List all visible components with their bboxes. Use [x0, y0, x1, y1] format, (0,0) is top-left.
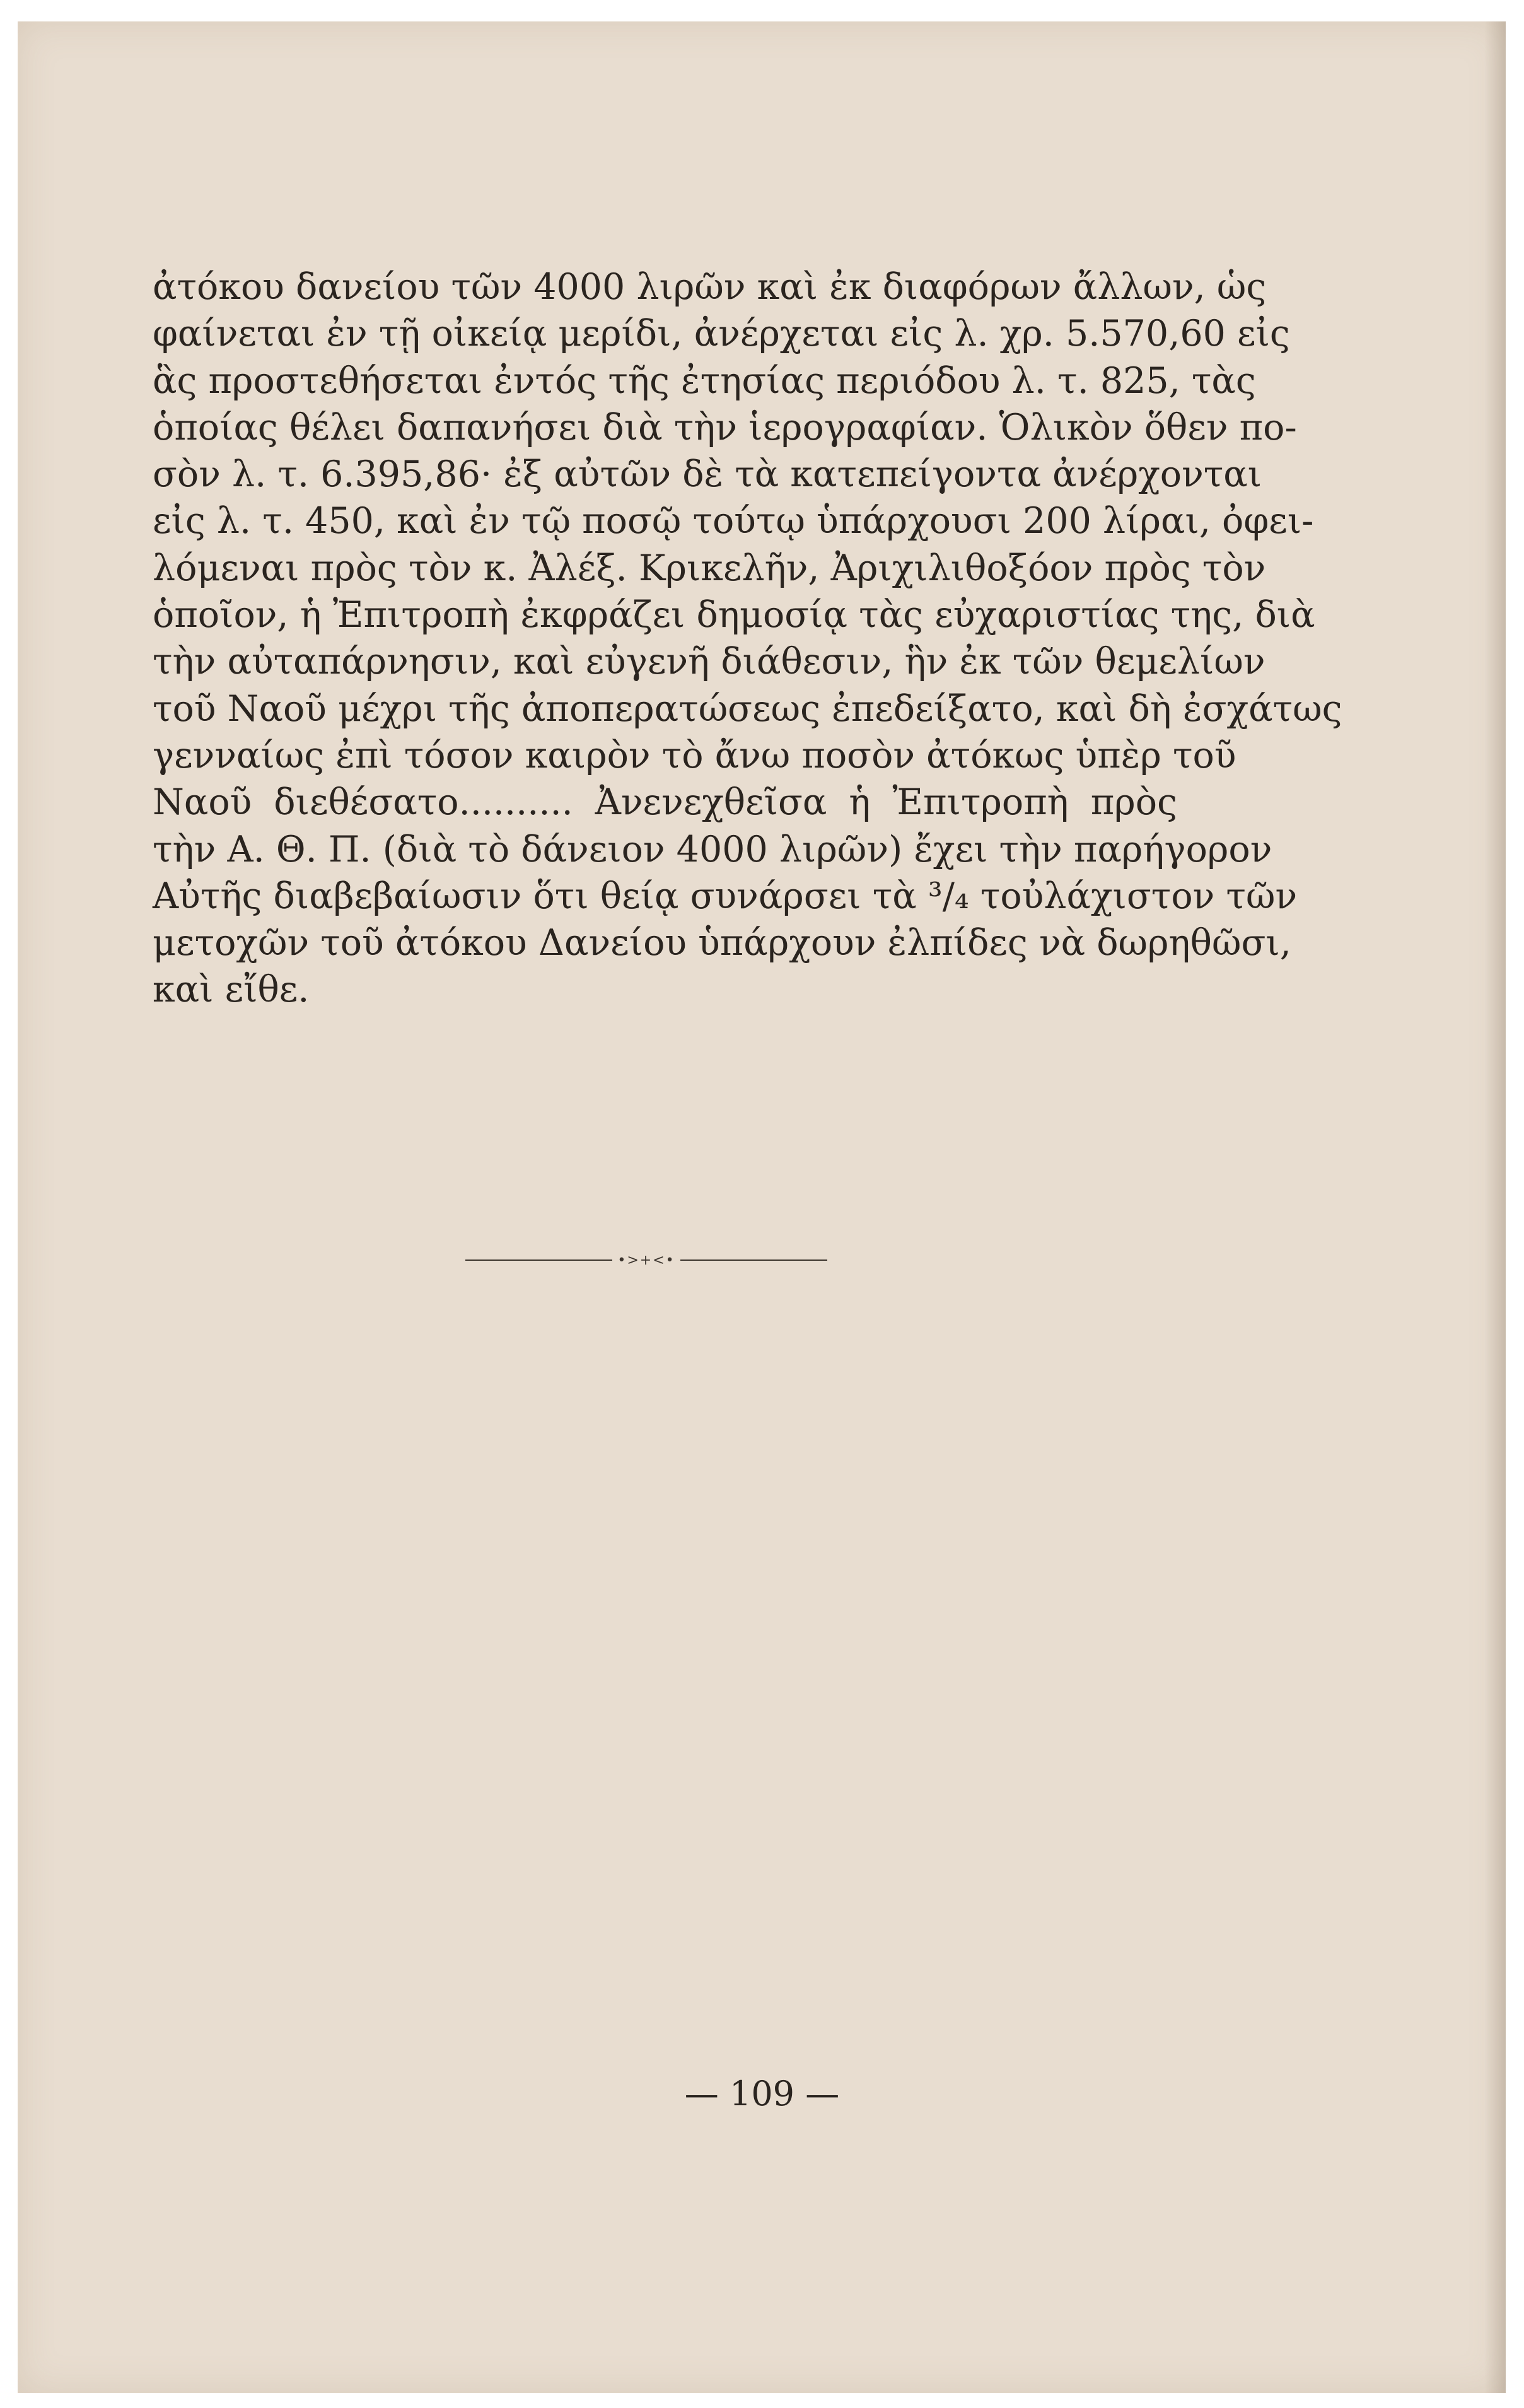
text-line: λόμεναι πρὸς τὸν κ. Ἀλέξ. Κρικελῆν, Ἀριχιλιθοξόον πρὸς τὸν — [153, 547, 1266, 589]
page-edge-shadow — [1484, 21, 1506, 2393]
page-number: — 109 — — [684, 2074, 840, 2113]
text-line: Αὐτῆς διαβεβαίωσιν ὅτι θείᾳ συνάρσει τὰ ³/₄ τοὐλάχιστον τῶν — [153, 875, 1298, 917]
section-divider — [465, 1252, 827, 1268]
text-line: γενναίως ἐπὶ τόσον καιρὸν τὸ ἄνω ποσὸν ἀτόκως ὑπὲρ τοῦ — [153, 734, 1236, 776]
text-line: ἃς προστεθήσεται ἐντός τῆς ἐτησίας περιόδου λ. τ. 825, τὰς — [153, 359, 1256, 402]
text-line: φαίνεται ἐν τῇ οἰκείᾳ μερίδι, ἀνέρχεται εἰς λ. χρ. 5.570,60 εἰς — [153, 313, 1290, 355]
text-line: καὶ εἴθε. — [153, 969, 310, 1011]
divider-ornament: •>+<• — [617, 1252, 675, 1268]
text-line: ἀτόκου δανείου τῶν 4000 λιρῶν καὶ ἐκ διαφόρων ἄλλων, ὡς — [153, 266, 1267, 308]
text-line: τὴν Α. Θ. Π. (διὰ τὸ δάνειον 4000 λιρῶν) ἔχει τὴν παρήγορον — [153, 828, 1272, 870]
text-line: ὁποῖον, ἡ Ἐπιτροπὴ ἐκφράζει δημοσίᾳ τὰς εὐχαριστίας της, διὰ — [153, 594, 1315, 636]
text-line: εἰς λ. τ. 450, καὶ ἐν τῷ ποσῷ τούτῳ ὑπάρχουσι 200 λίραι, ὀφει- — [153, 500, 1314, 542]
body-text — [153, 264, 1342, 1014]
text-line: τὴν αὐταπάρνησιν, καὶ εὐγενῆ διάθεσιν, ἣν ἐκ τῶν θεμελίων — [153, 641, 1265, 683]
divider-rule-right — [680, 1260, 827, 1261]
text-line: μετοχῶν τοῦ ἀτόκου Δανείου ὑπάρχουν ἐλπίδες νὰ δωρηθῶσι, — [153, 922, 1291, 964]
text-line: ὁποίας θέλει δαπανήσει διὰ τὴν ἱερογραφίαν. Ὁλικὸν ὅθεν πο- — [153, 406, 1297, 448]
divider-rule-left — [465, 1260, 612, 1261]
text-line: τοῦ Ναοῦ μέχρι τῆς ἀποπερατώσεως ἐπεδείξατο, καὶ δὴ ἐσχάτως — [153, 687, 1342, 730]
text-line: Ναοῦ διεθέσατο.......... Ἀνενεχθεῖσα ἡ Ἐπιτροπὴ πρὸς — [153, 781, 1177, 824]
text-line: σὸν λ. τ. 6.395,86· ἐξ αὐτῶν δὲ τὰ κατεπείγοντα ἀνέρχονται — [153, 453, 1262, 496]
